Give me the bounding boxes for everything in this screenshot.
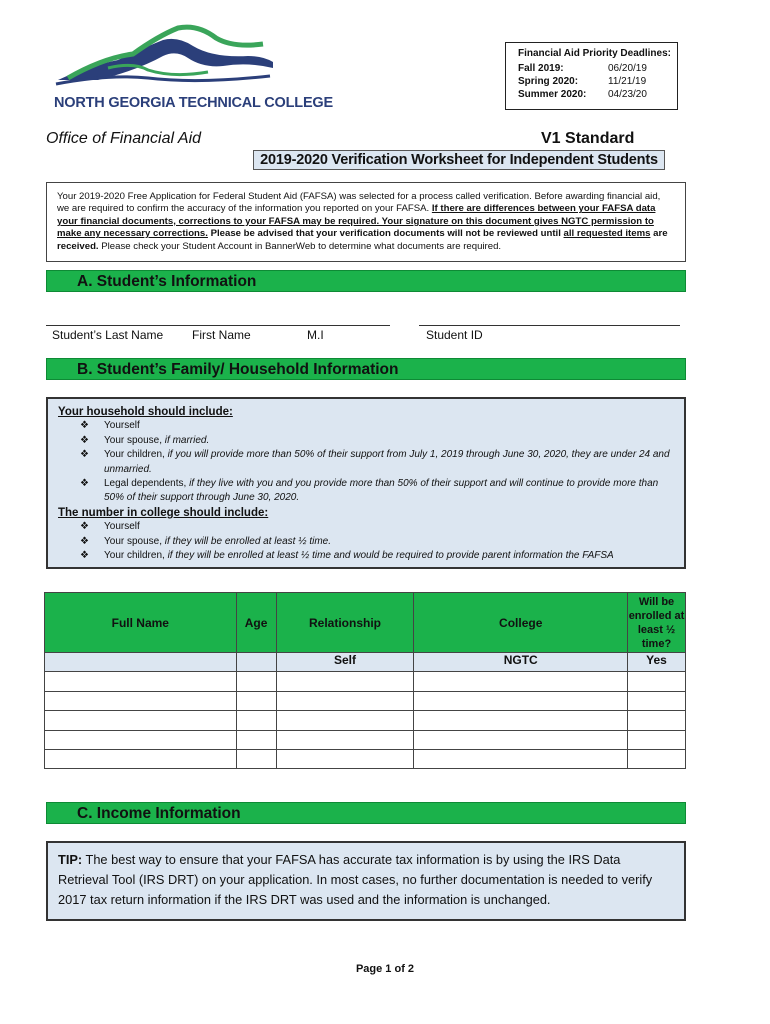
table-row [45,672,686,691]
version-label: V1 Standard [541,130,635,147]
tip-text: The best way to ensure that your FAFSA has accurate tax information is by using the IRS Data Retrieval Tool (IRS DRT) on your application. In most cases, no further documentation is needed to verify 2017 tax return information if the IRS DRT was used and the information is unchanged. [58,852,653,907]
section-b-header: B. Student’s Family/ Household Information [46,358,686,380]
list-item: ❖ Yourself [58,419,674,433]
list-item: ❖ Your spouse, if they will be enrolled at least ½ time. [58,535,674,549]
first-name-label: First Name [192,328,251,342]
diamond-bullet-icon: ❖ [80,521,89,533]
office-title: Office of Financial Aid [46,130,202,147]
list-item: ❖ Your children, if you will provide more than 50% of their support from July 1, 2019 through June 30, 2020, they are under 24 and unmarried. [80,449,670,475]
deadline-row: Fall 2019: 06/20/19 [518,63,647,74]
household-heading: Your household should include: [58,406,233,418]
page-number: Page 1 of 2 [355,963,415,975]
header-full-name: Full Name [45,593,237,653]
list-item: ❖ Yourself [58,520,674,534]
section-a-header: A. Student’s Information [46,270,686,292]
diamond-bullet-icon: ❖ [80,434,89,446]
college-heading: The number in college should include: [58,506,269,519]
student-id-label: Student ID [426,328,483,342]
college-name: NORTH GEORGIA TECHNICAL COLLEGE [54,95,333,111]
table-header-row [45,593,686,653]
diamond-bullet-icon: ❖ [80,550,89,562]
list-item: ❖ Legal dependents, if they live with you and you provide more than 50% of their support and will continue to provide more than 50% of their support through June 30, 2020. [80,478,659,504]
header-enrolled: Will be enrolled at least ½ time? [628,593,686,653]
last-name-label: Student’s Last Name [52,328,164,342]
diamond-bullet-icon: ❖ [80,478,89,490]
intro-paragraph: Your 2019-2020 Free Application for Federal Student Aid (FAFSA) was selected for a process called verification. Before awarding financial aid, we are required to confirm the accuracy of the information you reported on your FAFSA. If there are differences between your FAFSA data your financial documents, corrections to your FAFSA may be required. Your signature on this document gives NGTC permission to make any necessary corrections. Please be advised that your verification documents will not be reviewed until all requested items are received. Please check your Student Account in BannerWeb to determine what documents are required. [46,182,686,262]
header-relationship: Relationship [276,593,414,653]
deadlines-box [505,42,678,110]
deadline-row: Spring 2020: 11/21/19 [518,76,647,87]
header-age: Age [236,593,276,653]
mi-label: M.I [307,328,324,342]
table-row [45,730,686,749]
diamond-bullet-icon: ❖ [80,535,89,547]
name-line[interactable] [46,325,390,326]
diamond-bullet-icon: ❖ [80,420,89,432]
household-box [46,397,686,569]
section-c-header: C. Income Information [46,802,686,824]
table-row [45,749,686,768]
list-item: ❖ Your spouse, if married. [58,434,674,448]
student-id-line[interactable] [419,325,680,326]
family-table [44,592,686,769]
table-row [45,691,686,710]
worksheet-title: 2019-2020 Verification Worksheet for Independent Students [253,150,665,170]
deadlines-title: Financial Aid Priority Deadlines: [518,48,671,59]
tip-label: TIP: [58,852,83,867]
tip-box [46,841,686,921]
table-row [45,711,686,730]
deadline-row: Summer 2020: 04/23/20 [518,89,647,100]
table-row: Self NGTC Yes [45,653,686,672]
list-item: ❖ Your children, if they will be enrolled at least ½ time and would be required to provide parent information the FAFSA [58,549,674,563]
header-college: College [414,593,628,653]
diamond-bullet-icon: ❖ [80,449,89,461]
